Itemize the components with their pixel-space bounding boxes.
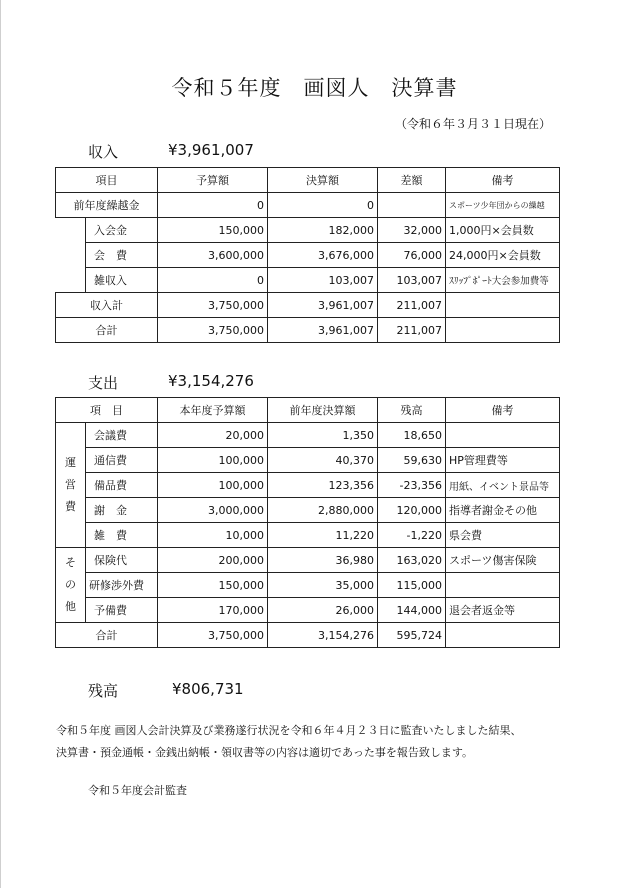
row-note: 24,000円×会員数: [446, 243, 560, 268]
row-label: 雑収入: [86, 268, 158, 293]
row-balance: 18,650: [378, 423, 446, 448]
income-header-row: [56, 168, 560, 193]
header-budget: 本年度予算額: [158, 398, 268, 423]
row-note: [446, 318, 560, 343]
header-note: 備考: [446, 168, 560, 193]
group-spacer: [56, 218, 86, 293]
row-balance: 595,724: [378, 623, 446, 648]
expense-header-row: [56, 398, 560, 423]
header-budget: 予算額: [158, 168, 268, 193]
header-item: 項 目: [56, 398, 158, 423]
header-note: 備考: [446, 398, 560, 423]
row-balance: 59,630: [378, 448, 446, 473]
table-row: [56, 523, 560, 548]
row-label: 収入計: [56, 293, 158, 318]
row-budget: 150,000: [158, 573, 268, 598]
row-budget: 3,750,000: [158, 318, 268, 343]
audit-text-line-1: 令和５年度 画図人会計決算及び業務遂行状況を令和６年４月２３日に監査いたしました結果、: [56, 724, 522, 737]
row-budget: 100,000: [158, 448, 268, 473]
row-budget: 3,750,000: [158, 293, 268, 318]
document-title: 令和５年度 画図人 決算書: [171, 76, 458, 100]
balance-label: 残高: [88, 682, 119, 700]
table-row: [56, 473, 560, 498]
row-budget: 10,000: [158, 523, 268, 548]
row-label: 雑 費: [86, 523, 158, 548]
row-budget: 0: [158, 268, 268, 293]
row-note: [446, 623, 560, 648]
row-budget: 170,000: [158, 598, 268, 623]
row-actual: 11,220: [268, 523, 378, 548]
total-row: [56, 318, 560, 343]
row-note: HP管理費等: [446, 448, 560, 473]
row-diff: [378, 193, 446, 218]
income-table: [55, 167, 560, 343]
row-diff: 32,000: [378, 218, 446, 243]
header-actual: 前年度決算額: [268, 398, 378, 423]
row-actual: 40,370: [268, 448, 378, 473]
row-diff: 76,000: [378, 243, 446, 268]
group-label-operating: 運 営 費: [56, 423, 86, 548]
row-budget: 0: [158, 193, 268, 218]
row-balance: 144,000: [378, 598, 446, 623]
subtotal-row: [56, 293, 560, 318]
row-budget: 150,000: [158, 218, 268, 243]
expense-table: [55, 397, 560, 648]
row-actual: 3,961,007: [268, 318, 378, 343]
row-label: 合計: [56, 318, 158, 343]
row-diff: 103,007: [378, 268, 446, 293]
expense-label: 支出: [88, 374, 119, 392]
audit-text-line-2: 決算書・預金通帳・金銭出納帳・領収書等の内容は適切であった事を報告致します。: [56, 746, 474, 759]
row-note: [446, 423, 560, 448]
row-note: 県会費: [446, 523, 560, 548]
row-label: 通信費: [86, 448, 158, 473]
row-actual: 36,980: [268, 548, 378, 573]
table-row: [56, 448, 560, 473]
row-actual: 0: [268, 193, 378, 218]
table-row: [56, 268, 560, 293]
row-budget: 20,000: [158, 423, 268, 448]
header-actual: 決算額: [268, 168, 378, 193]
table-row: [56, 243, 560, 268]
row-diff: 211,007: [378, 293, 446, 318]
row-label: 備品費: [86, 473, 158, 498]
table-row: [56, 423, 560, 448]
row-budget: 3,600,000: [158, 243, 268, 268]
table-row: [56, 218, 560, 243]
row-label: 会 費: [86, 243, 158, 268]
as-of-date: （令和６年３月３１日現在）: [394, 117, 551, 131]
row-actual: 2,880,000: [268, 498, 378, 523]
table-row: [56, 573, 560, 598]
row-actual: 35,000: [268, 573, 378, 598]
row-note: スポーツ少年団からの繰越: [446, 193, 560, 218]
row-label: 謝 金: [86, 498, 158, 523]
row-note: [446, 573, 560, 598]
row-actual: 123,356: [268, 473, 378, 498]
row-budget: 3,750,000: [158, 623, 268, 648]
row-note: [446, 293, 560, 318]
header-diff: 差額: [378, 168, 446, 193]
row-balance: -23,356: [378, 473, 446, 498]
table-row: [56, 498, 560, 523]
page-edge: [0, 0, 1, 888]
row-label: 予備費: [86, 598, 158, 623]
auditor-label: 令和５年度会計監査: [88, 784, 187, 797]
row-actual: 3,154,276: [268, 623, 378, 648]
income-amount: ¥3,961,007: [168, 141, 254, 159]
table-row: [56, 598, 560, 623]
header-item: 項目: [56, 168, 158, 193]
row-balance: 115,000: [378, 573, 446, 598]
balance-amount: ¥806,731: [172, 680, 244, 698]
row-actual: 103,007: [268, 268, 378, 293]
row-actual: 3,961,007: [268, 293, 378, 318]
row-actual: 26,000: [268, 598, 378, 623]
row-balance: 163,020: [378, 548, 446, 573]
row-actual: 1,350: [268, 423, 378, 448]
row-note: 退会者返金等: [446, 598, 560, 623]
income-label: 収入: [88, 143, 119, 161]
row-label: 会議費: [86, 423, 158, 448]
row-note: スポーツ傷害保険: [446, 548, 560, 573]
row-actual: 182,000: [268, 218, 378, 243]
expense-amount: ¥3,154,276: [168, 372, 254, 390]
table-row: [56, 193, 560, 218]
row-label: 保険代: [86, 548, 158, 573]
row-budget: 100,000: [158, 473, 268, 498]
row-budget: 200,000: [158, 548, 268, 573]
row-label: 入会金: [86, 218, 158, 243]
row-note: 指導者謝金その他: [446, 498, 560, 523]
row-note: 用紙、イベント景品等: [446, 473, 560, 498]
row-note: ｽﾘｯﾌﾟﾎﾟｰﾄ大会参加費等: [446, 268, 560, 293]
row-balance: -1,220: [378, 523, 446, 548]
row-budget: 3,000,000: [158, 498, 268, 523]
row-balance: 120,000: [378, 498, 446, 523]
row-actual: 3,676,000: [268, 243, 378, 268]
group-label-other: そ の 他: [56, 548, 86, 623]
header-balance: 残高: [378, 398, 446, 423]
row-label: 前年度繰越金: [56, 193, 158, 218]
row-note: 1,000円×会員数: [446, 218, 560, 243]
table-row: [56, 548, 560, 573]
row-label: 合計: [56, 623, 158, 648]
row-diff: 211,007: [378, 318, 446, 343]
total-row: [56, 623, 560, 648]
row-label: 研修渉外費: [86, 573, 158, 598]
